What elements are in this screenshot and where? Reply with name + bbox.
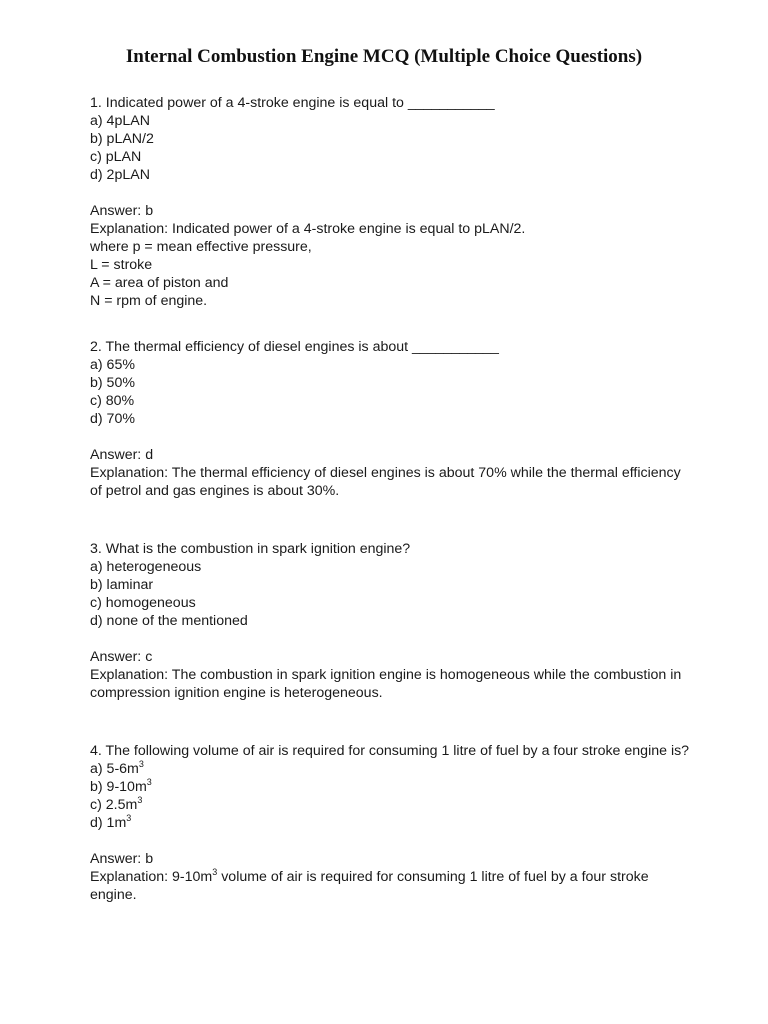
question-3-explanation: Explanation: The combustion in spark ignition engine is homogeneous while the combustion in compression ignition engine is heterogeneous.: [90, 667, 682, 701]
question-1-explanation: Explanation: Indicated power of a 4-stroke engine is equal to pLAN/2.: [90, 221, 526, 237]
question-1-text: 1. Indicated power of a 4-stroke engine is equal to ___________: [90, 95, 495, 111]
explanation-text: volume of air is required for consuming 1 litre of fuel by a four stroke engine.: [90, 869, 649, 903]
question-2-option-d: d) 70%: [90, 411, 135, 427]
question-1-option-d: d) 2pLAN: [90, 167, 150, 183]
spacer: [90, 630, 690, 648]
question-4-answer: Answer: b: [90, 851, 154, 867]
question-4-explanation: [90, 868, 690, 904]
spacer: [90, 310, 690, 328]
cubic-superscript: 3: [146, 777, 152, 787]
document-body: [90, 94, 690, 904]
question-1-option-b: b) pLAN/2: [90, 131, 154, 147]
spacer: [90, 428, 690, 446]
cubic-superscript: 3: [138, 759, 144, 769]
cubic-superscript: 3: [126, 813, 132, 823]
question-1-where-l: L = stroke: [90, 257, 153, 273]
question-2-option-a: a) 65%: [90, 357, 135, 373]
question-4-text: 4. The following volume of air is required for consuming 1 litre of fuel by a four stroke engine is?: [90, 743, 690, 759]
explanation-text: Explanation: 9-10m: [90, 869, 213, 885]
question-1-option-c: c) pLAN: [90, 149, 142, 165]
option-text: c) 2.5m: [90, 797, 138, 813]
question-1-answer: Answer: b: [90, 203, 154, 219]
spacer: [90, 832, 690, 850]
question-2-option-c: c) 80%: [90, 393, 135, 409]
question-1-where-n: N = rpm of engine.: [90, 293, 208, 309]
document-title: Internal Combustion Engine MCQ (Multiple Choice Questions): [125, 46, 643, 67]
spacer: [90, 702, 690, 738]
question-4-option-a: [90, 760, 690, 778]
option-text: b) 9-10m: [90, 779, 147, 795]
question-4-option-b: [90, 778, 690, 796]
question-2-option-b: b) 50%: [90, 375, 135, 391]
question-1-option-a: a) 4pLAN: [90, 113, 150, 129]
spacer: [90, 184, 690, 202]
option-text: a) 5-6m: [90, 761, 139, 777]
question-4-option-d: [90, 814, 690, 832]
question-4-option-c: [90, 796, 690, 814]
question-3-answer: Answer: c: [90, 649, 153, 665]
question-3-text: 3. What is the combustion in spark ignition engine?: [90, 541, 411, 557]
question-2-text: 2. The thermal efficiency of diesel engines is about ___________: [90, 339, 499, 355]
question-3-option-a: a) heterogeneous: [90, 559, 202, 575]
spacer: [90, 328, 690, 338]
question-3-option-d: d) none of the mentioned: [90, 613, 248, 629]
question-3-option-b: b) laminar: [90, 577, 154, 593]
cubic-superscript: 3: [212, 867, 218, 877]
spacer: [90, 500, 690, 536]
question-1-where-a: A = area of piston and: [90, 275, 229, 291]
option-text: d) 1m: [90, 815, 127, 831]
question-2-explanation: Explanation: The thermal efficiency of diesel engines is about 70% while the thermal efficiency of petrol and gas engines is about 30%.: [90, 465, 681, 499]
cubic-superscript: 3: [137, 795, 143, 805]
question-2-answer: Answer: d: [90, 447, 154, 463]
question-3-option-c: c) homogeneous: [90, 595, 196, 611]
question-1-where-p: where p = mean effective pressure,: [90, 239, 312, 255]
